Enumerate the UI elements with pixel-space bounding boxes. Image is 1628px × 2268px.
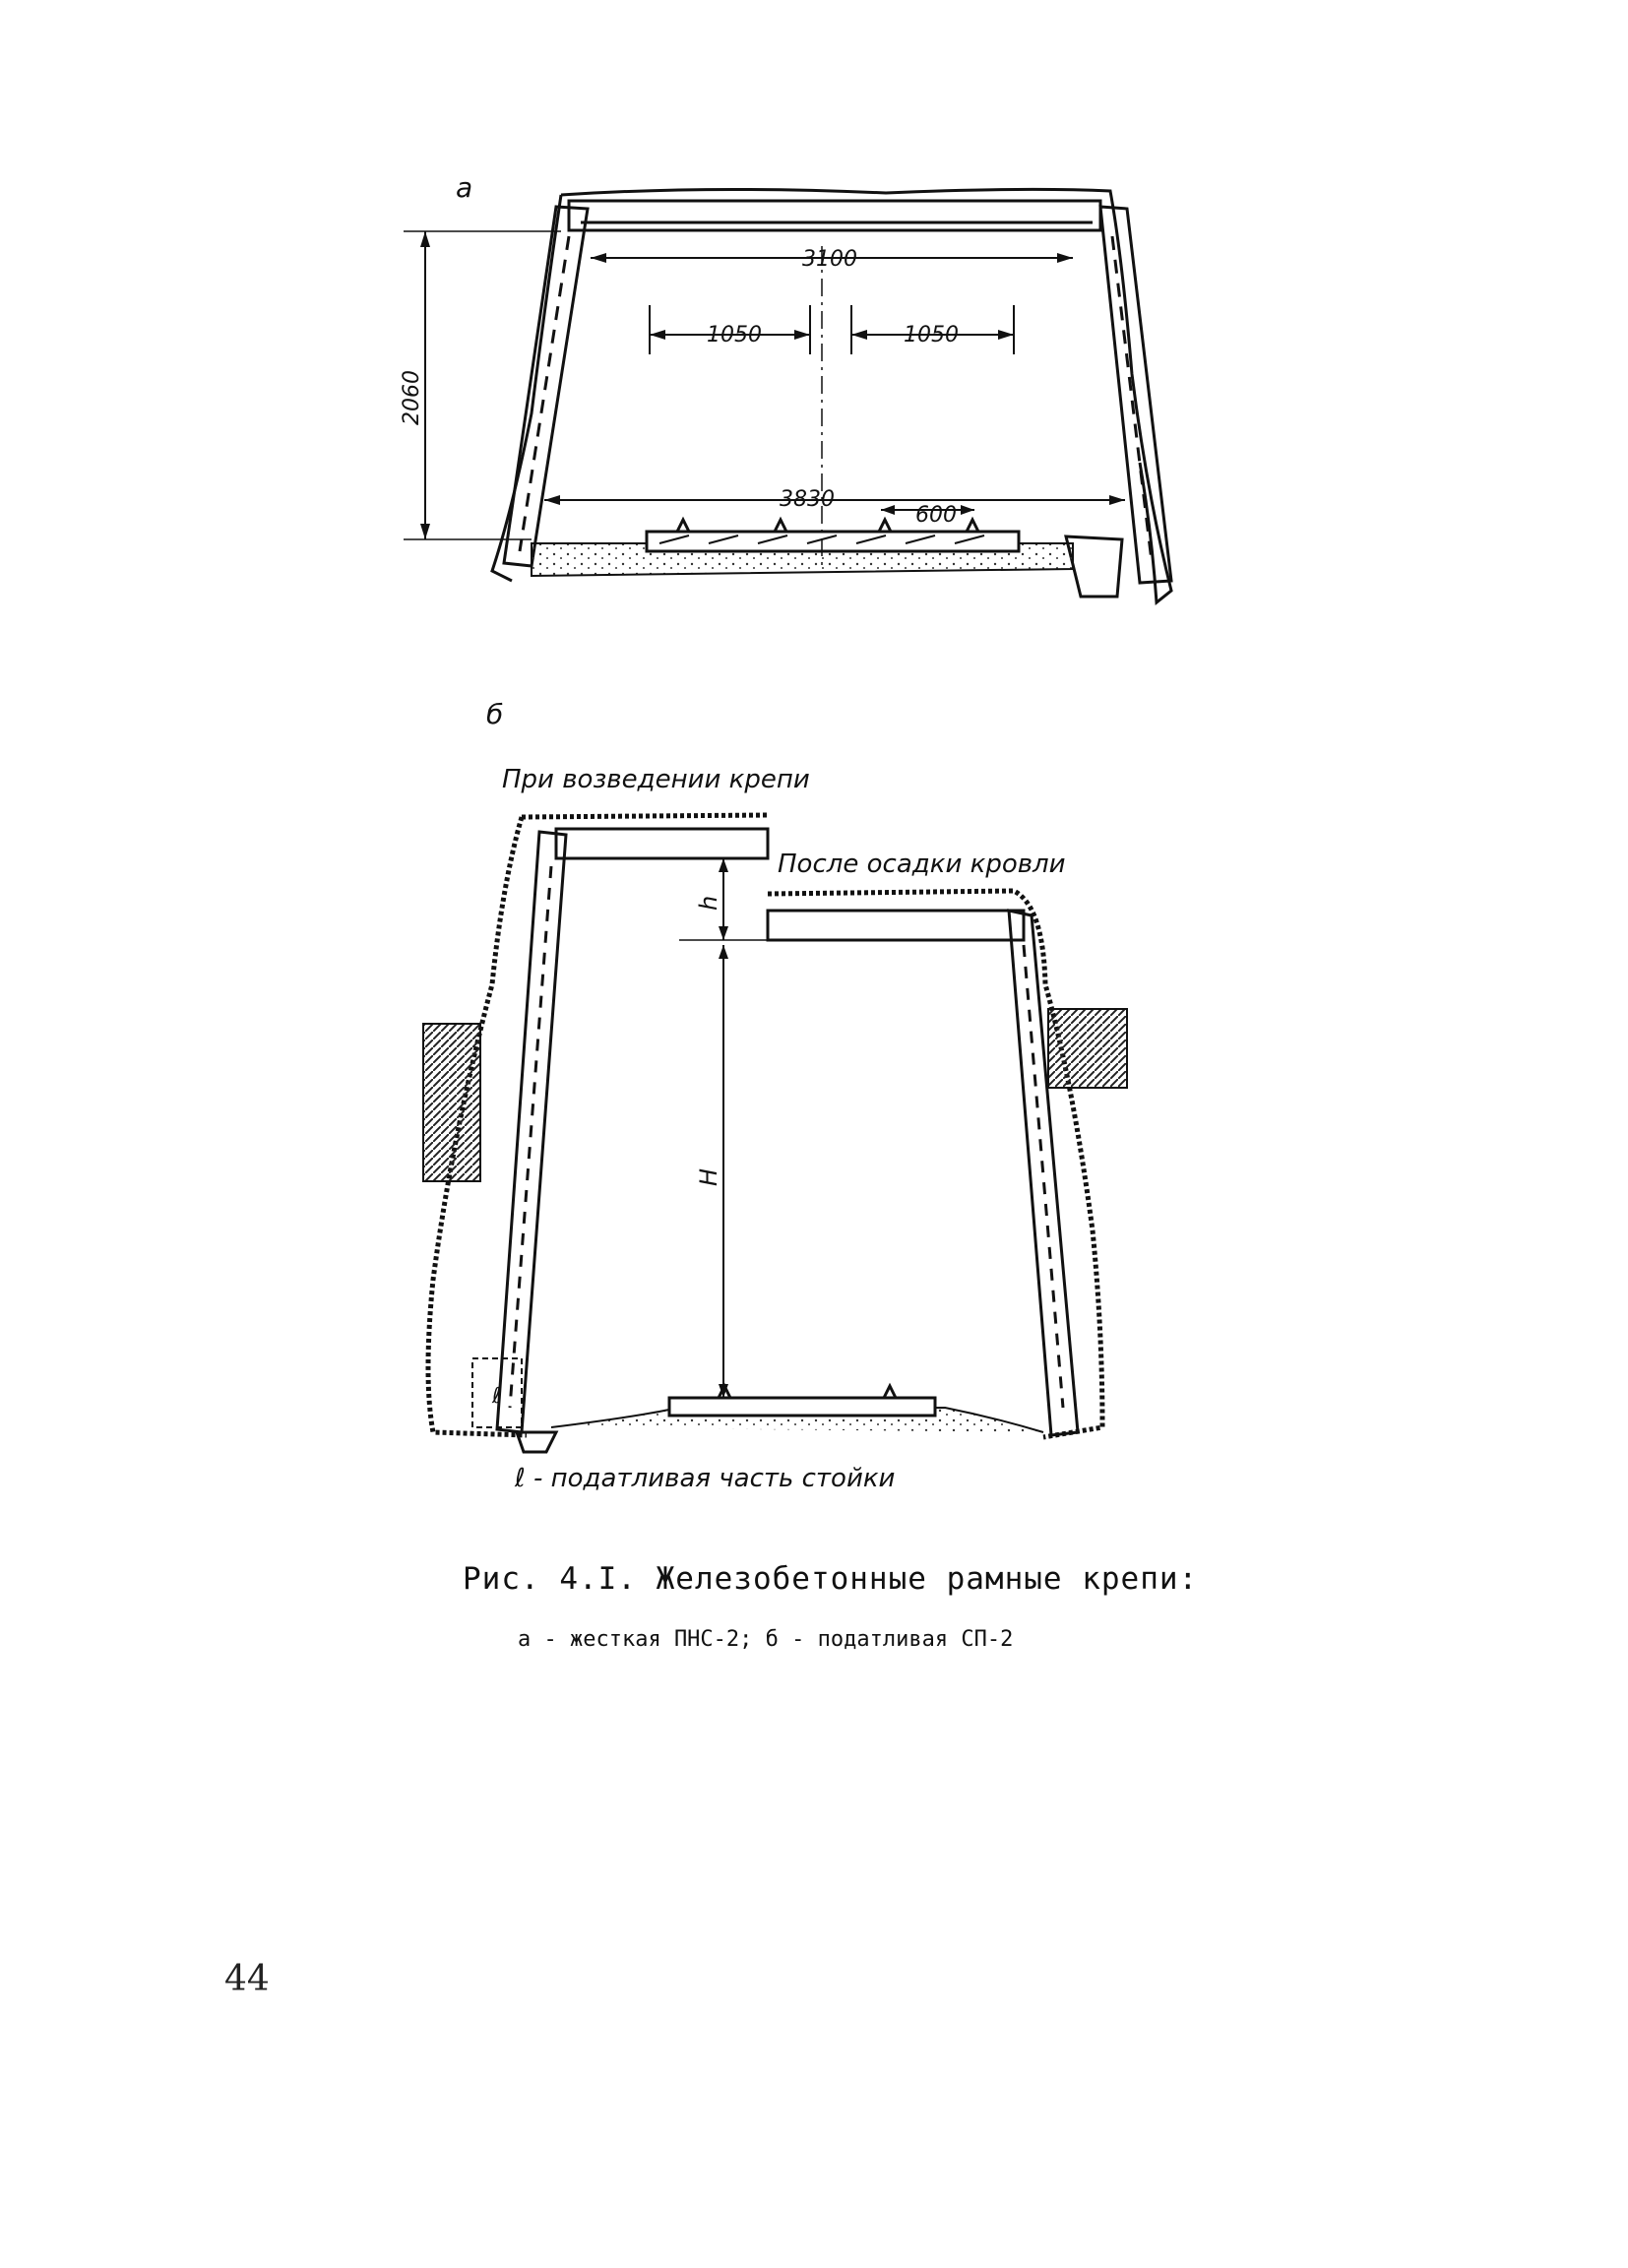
figure-caption-title: Рис. 4.I. Железобетонные рамные крепи:: [463, 1561, 1199, 1597]
figure-b-label: б: [486, 698, 504, 730]
figure-b-right-post: [1009, 911, 1078, 1435]
figure-b-cap-after: [768, 911, 1024, 940]
dim-height: 2060: [400, 370, 424, 425]
caption-after: После осадки кровли: [778, 850, 1066, 879]
dim-settlement: h: [695, 895, 722, 911]
caption-before: При возведении крепи: [502, 765, 810, 794]
dim-width-bottom: 3830: [780, 487, 835, 512]
dim-track-right: 1050: [904, 323, 959, 347]
figure-b-rock-right: [768, 891, 1102, 1437]
figure-a-cap-beam: [569, 201, 1100, 230]
dim-height-b: H: [695, 1167, 722, 1186]
dim-pliable: ℓ: [492, 1384, 502, 1409]
figure-b-legend: ℓ - податливая часть стойки: [515, 1464, 896, 1493]
figure-caption-subtitle: а - жесткая ПНС-2; б - податливая СП-2: [518, 1627, 1014, 1652]
figure-b-yielding-frame: [423, 698, 1127, 1493]
dim-gauge: 600: [915, 503, 957, 528]
dim-track-left: 1050: [707, 323, 762, 347]
figure-a-label: а: [456, 171, 473, 204]
dim-width-top: 3100: [802, 247, 857, 272]
figure-b-sleeper: [669, 1398, 935, 1416]
page-number: 44: [224, 1959, 270, 1999]
figure-b-cap-before: [556, 829, 768, 858]
figure-a-rigid-frame: [400, 171, 1171, 602]
